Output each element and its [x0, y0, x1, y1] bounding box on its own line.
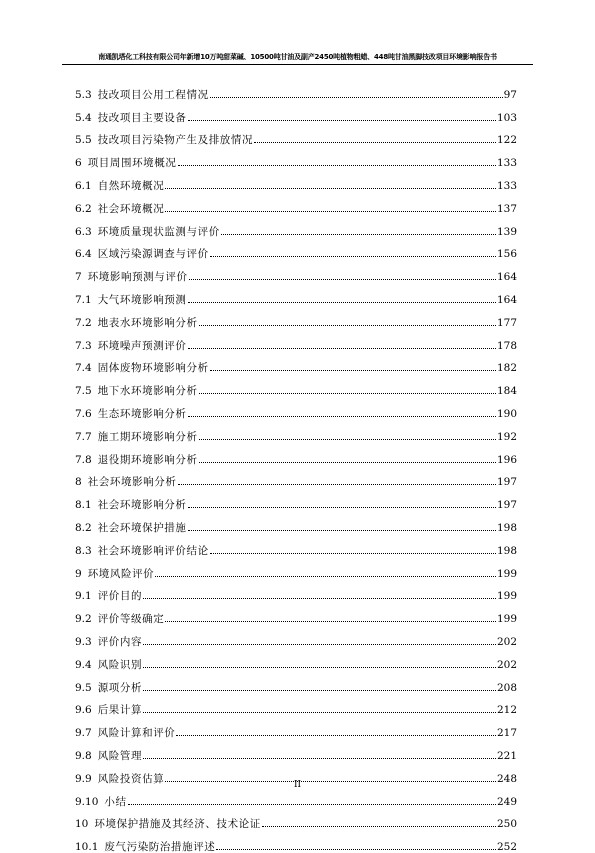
- toc-dot-leader: [188, 416, 496, 417]
- toc-entry-page: 164: [496, 271, 517, 284]
- toc-chapter-entry[interactable]: [75, 146, 517, 169]
- toc-chapter-entry[interactable]: [75, 557, 517, 580]
- toc-dot-leader: [262, 826, 496, 827]
- toc-section-entry[interactable]: [75, 625, 517, 648]
- toc-section-entry[interactable]: [75, 443, 517, 466]
- toc-dot-leader: [165, 621, 496, 622]
- toc-entry-title: 环境噪声预测评价: [97, 339, 187, 352]
- toc-entry-title: 地下水环境影响分析: [97, 385, 198, 398]
- toc-dot-leader: [143, 644, 496, 645]
- toc-chapter-entry[interactable]: [75, 260, 517, 283]
- toc-section-entry[interactable]: [75, 511, 517, 534]
- toc-chapter-entry[interactable]: [75, 808, 517, 831]
- toc-section-entry[interactable]: [75, 488, 517, 511]
- toc-entry-number: 7.2: [75, 316, 92, 329]
- toc-entry-title: 环境保护措施及其经济、技术论证: [94, 818, 261, 831]
- toc-entry-number: 7.6: [75, 407, 92, 420]
- toc-dot-leader: [128, 804, 496, 805]
- toc-entry-title: 生态环境影响分析: [97, 407, 187, 420]
- toc-section-entry[interactable]: [75, 78, 517, 101]
- header-rule: [62, 64, 533, 65]
- toc-entry-title: 退役期环境影响分析: [97, 453, 198, 466]
- toc-dot-leader: [188, 530, 496, 531]
- toc-entry-page: 199: [496, 567, 517, 580]
- toc-entry-number: 5.3: [75, 88, 92, 101]
- page-number: II: [293, 780, 302, 790]
- toc-entry-page: 202: [496, 658, 517, 671]
- toc-entry-title: 风险管理: [97, 749, 143, 762]
- toc-entry-title: 社会环境影响分析: [97, 499, 187, 512]
- toc-entry-number: 6.1: [75, 179, 92, 192]
- toc-section-entry[interactable]: [75, 716, 517, 739]
- toc-dot-leader: [143, 758, 496, 759]
- toc-entry-number: 10.1: [75, 841, 99, 853]
- toc-entry-title: 后果计算: [97, 704, 143, 717]
- toc-entry-number: 9.8: [75, 749, 92, 762]
- toc-section-entry[interactable]: [75, 397, 517, 420]
- toc-entry-page: 249: [496, 795, 517, 808]
- toc-section-entry[interactable]: [75, 580, 517, 603]
- toc-entry-number: 7: [75, 271, 82, 284]
- toc-section-entry[interactable]: [75, 238, 517, 261]
- toc-section-entry[interactable]: [75, 352, 517, 375]
- toc-dot-leader: [178, 165, 496, 166]
- toc-entry-title: 小结: [104, 795, 127, 808]
- toc-entry-page: 190: [496, 407, 517, 420]
- toc-entry-title: 固体废物环境影响分析: [97, 362, 209, 375]
- toc-entry-page: 199: [496, 590, 517, 603]
- toc-dot-leader: [143, 667, 496, 668]
- toc-entry-number: 9: [75, 567, 82, 580]
- toc-entry-title: 社会环境保护措施: [97, 521, 187, 534]
- toc-entry-number: 6.2: [75, 202, 92, 215]
- toc-entry-page: 221: [496, 749, 517, 762]
- toc-entry-page: 156: [496, 248, 517, 261]
- document-header: 南通凯塔化工科技有限公司年新增10万吨甜菜碱、10500吨甘油及副产2450吨植物粗蜡、448吨甘油黑脚技改项目环境影响报告书: [98, 53, 497, 61]
- toc-dot-leader: [221, 234, 496, 235]
- toc-entry-number: 9.7: [75, 727, 92, 740]
- toc-entry-title: 大气环境影响预测: [97, 293, 187, 306]
- toc-entry-page: 103: [496, 111, 517, 124]
- toc-entry-title: 技改项目公用工程情况: [97, 88, 209, 101]
- toc-entry-number: 9.2: [75, 613, 92, 626]
- toc-entry-page: 192: [496, 430, 517, 443]
- toc-section-entry[interactable]: [75, 283, 517, 306]
- toc-entry-number: 6.4: [75, 248, 92, 261]
- toc-dot-leader: [165, 188, 496, 189]
- toc-entry-title: 评价内容: [97, 635, 143, 648]
- toc-entry-page: 184: [496, 385, 517, 398]
- toc-entry-number: 9.6: [75, 704, 92, 717]
- toc-entry-number: 6: [75, 157, 82, 170]
- toc-entry-number: 7.8: [75, 453, 92, 466]
- toc-dot-leader: [210, 256, 496, 257]
- toc-section-entry[interactable]: [75, 739, 517, 762]
- toc-entry-title: 技改项目主要设备: [97, 111, 187, 124]
- toc-entry-page: 177: [496, 316, 517, 329]
- toc-section-entry[interactable]: [75, 192, 517, 215]
- toc-entry-page: 137: [496, 202, 517, 215]
- toc-dot-leader: [188, 302, 496, 303]
- toc-dot-leader: [188, 507, 496, 508]
- toc-entry-number: 8.2: [75, 521, 92, 534]
- toc-entry-title: 评价目的: [97, 590, 143, 603]
- toc-entry-number: 7.7: [75, 430, 92, 443]
- toc-entry-page: 250: [496, 818, 517, 831]
- toc-entry-page: 198: [496, 544, 517, 557]
- toc-dot-leader: [216, 849, 496, 850]
- toc-dot-leader: [176, 735, 496, 736]
- toc-dot-leader: [143, 712, 496, 713]
- toc-entry-number: 8.1: [75, 499, 92, 512]
- toc-section-entry[interactable]: [75, 648, 517, 671]
- toc-entry-number: 5.5: [75, 134, 92, 147]
- toc-section-entry[interactable]: [75, 329, 517, 352]
- toc-entry-title: 源项分析: [97, 681, 143, 694]
- toc-entry-number: 9.4: [75, 658, 92, 671]
- toc-section-entry[interactable]: [75, 306, 517, 329]
- toc-entry-number: 8.3: [75, 544, 92, 557]
- toc-dot-leader: [210, 97, 503, 98]
- toc-dot-leader: [155, 576, 496, 577]
- toc-chapter-entry[interactable]: [75, 466, 517, 489]
- toc-entry-page: 212: [496, 704, 517, 717]
- toc-entry-page: 197: [496, 476, 517, 489]
- toc-section-entry[interactable]: [75, 169, 517, 192]
- toc-entry-page: 182: [496, 362, 517, 375]
- toc-entry-title: 风险识别: [97, 658, 143, 671]
- toc-entry-title: 自然环境概况: [97, 179, 165, 192]
- toc-dot-leader: [210, 370, 496, 371]
- toc-entry-title: 社会环境影响分析: [87, 476, 177, 489]
- toc-dot-leader: [178, 484, 496, 485]
- toc-entry-number: 8: [75, 476, 82, 489]
- toc-dot-leader: [199, 325, 496, 326]
- table-of-contents: [75, 78, 517, 853]
- toc-section-entry[interactable]: [75, 420, 517, 443]
- toc-entry-page: 178: [496, 339, 517, 352]
- toc-dot-leader: [254, 142, 496, 143]
- toc-dot-leader: [143, 690, 496, 691]
- toc-section-entry[interactable]: [75, 124, 517, 147]
- toc-dot-leader: [188, 348, 496, 349]
- toc-entry-page: 217: [496, 727, 517, 740]
- toc-entry-page: 133: [496, 179, 517, 192]
- toc-entry-title: 评价等级确定: [97, 613, 165, 626]
- toc-entry-page: 164: [496, 293, 517, 306]
- toc-dot-leader: [188, 120, 496, 121]
- toc-entry-title: 废气污染防治措施评述: [104, 841, 216, 853]
- toc-entry-title: 地表水环境影响分析: [97, 316, 198, 329]
- toc-section-entry[interactable]: [75, 101, 517, 124]
- toc-dot-leader: [199, 462, 496, 463]
- toc-entry-page: 202: [496, 635, 517, 648]
- toc-entry-title: 技改项目污染物产生及排放情况: [97, 134, 254, 147]
- toc-entry-title: 区域污染源调查与评价: [97, 248, 209, 261]
- toc-dot-leader: [165, 211, 496, 212]
- toc-section-entry[interactable]: [75, 534, 517, 557]
- toc-entry-page: 252: [496, 841, 517, 853]
- toc-dot-leader: [189, 279, 496, 280]
- toc-entry-number: 7.3: [75, 339, 92, 352]
- toc-dot-leader: [199, 439, 496, 440]
- toc-entry-page: 122: [496, 134, 517, 147]
- toc-entry-number: 7.5: [75, 385, 92, 398]
- toc-section-entry[interactable]: [75, 671, 517, 694]
- toc-entry-page: 248: [496, 772, 517, 785]
- toc-entry-title: 社会环境影响评价结论: [97, 544, 209, 557]
- toc-entry-number: 9.9: [75, 772, 92, 785]
- toc-entry-title: 项目周围环境概况: [87, 157, 177, 170]
- toc-entry-page: 197: [496, 499, 517, 512]
- toc-entry-page: 199: [496, 613, 517, 626]
- toc-entry-page: 139: [496, 225, 517, 238]
- toc-entry-page: 97: [503, 88, 517, 101]
- toc-entry-number: 9.10: [75, 795, 99, 808]
- toc-section-entry[interactable]: [75, 215, 517, 238]
- toc-dot-leader: [143, 598, 496, 599]
- toc-dot-leader: [199, 393, 496, 394]
- toc-entry-number: 9.3: [75, 635, 92, 648]
- toc-entry-title: 环境风险评价: [87, 567, 155, 580]
- toc-entry-number: 10: [75, 818, 89, 831]
- toc-entry-title: 环境影响预测与评价: [87, 271, 188, 284]
- toc-entry-number: 7.1: [75, 293, 92, 306]
- toc-entry-number: 9.5: [75, 681, 92, 694]
- toc-entry-page: 198: [496, 521, 517, 534]
- toc-section-entry[interactable]: [75, 694, 517, 717]
- toc-entry-number: 5.4: [75, 111, 92, 124]
- toc-entry-title: 施工期环境影响分析: [97, 430, 198, 443]
- toc-entry-page: 208: [496, 681, 517, 694]
- toc-entry-title: 环境质量现状监测与评价: [97, 225, 220, 238]
- toc-entry-title: 风险投资估算: [97, 772, 165, 785]
- toc-entry-title: 社会环境概况: [97, 202, 165, 215]
- toc-entry-title: 风险计算和评价: [97, 727, 176, 740]
- toc-entry-number: 6.3: [75, 225, 92, 238]
- toc-dot-leader: [210, 553, 496, 554]
- toc-entry-page: 133: [496, 157, 517, 170]
- toc-section-entry[interactable]: [75, 602, 517, 625]
- toc-entry-number: 7.4: [75, 362, 92, 375]
- toc-entry-page: 196: [496, 453, 517, 466]
- toc-section-entry[interactable]: [75, 374, 517, 397]
- toc-entry-number: 9.1: [75, 590, 92, 603]
